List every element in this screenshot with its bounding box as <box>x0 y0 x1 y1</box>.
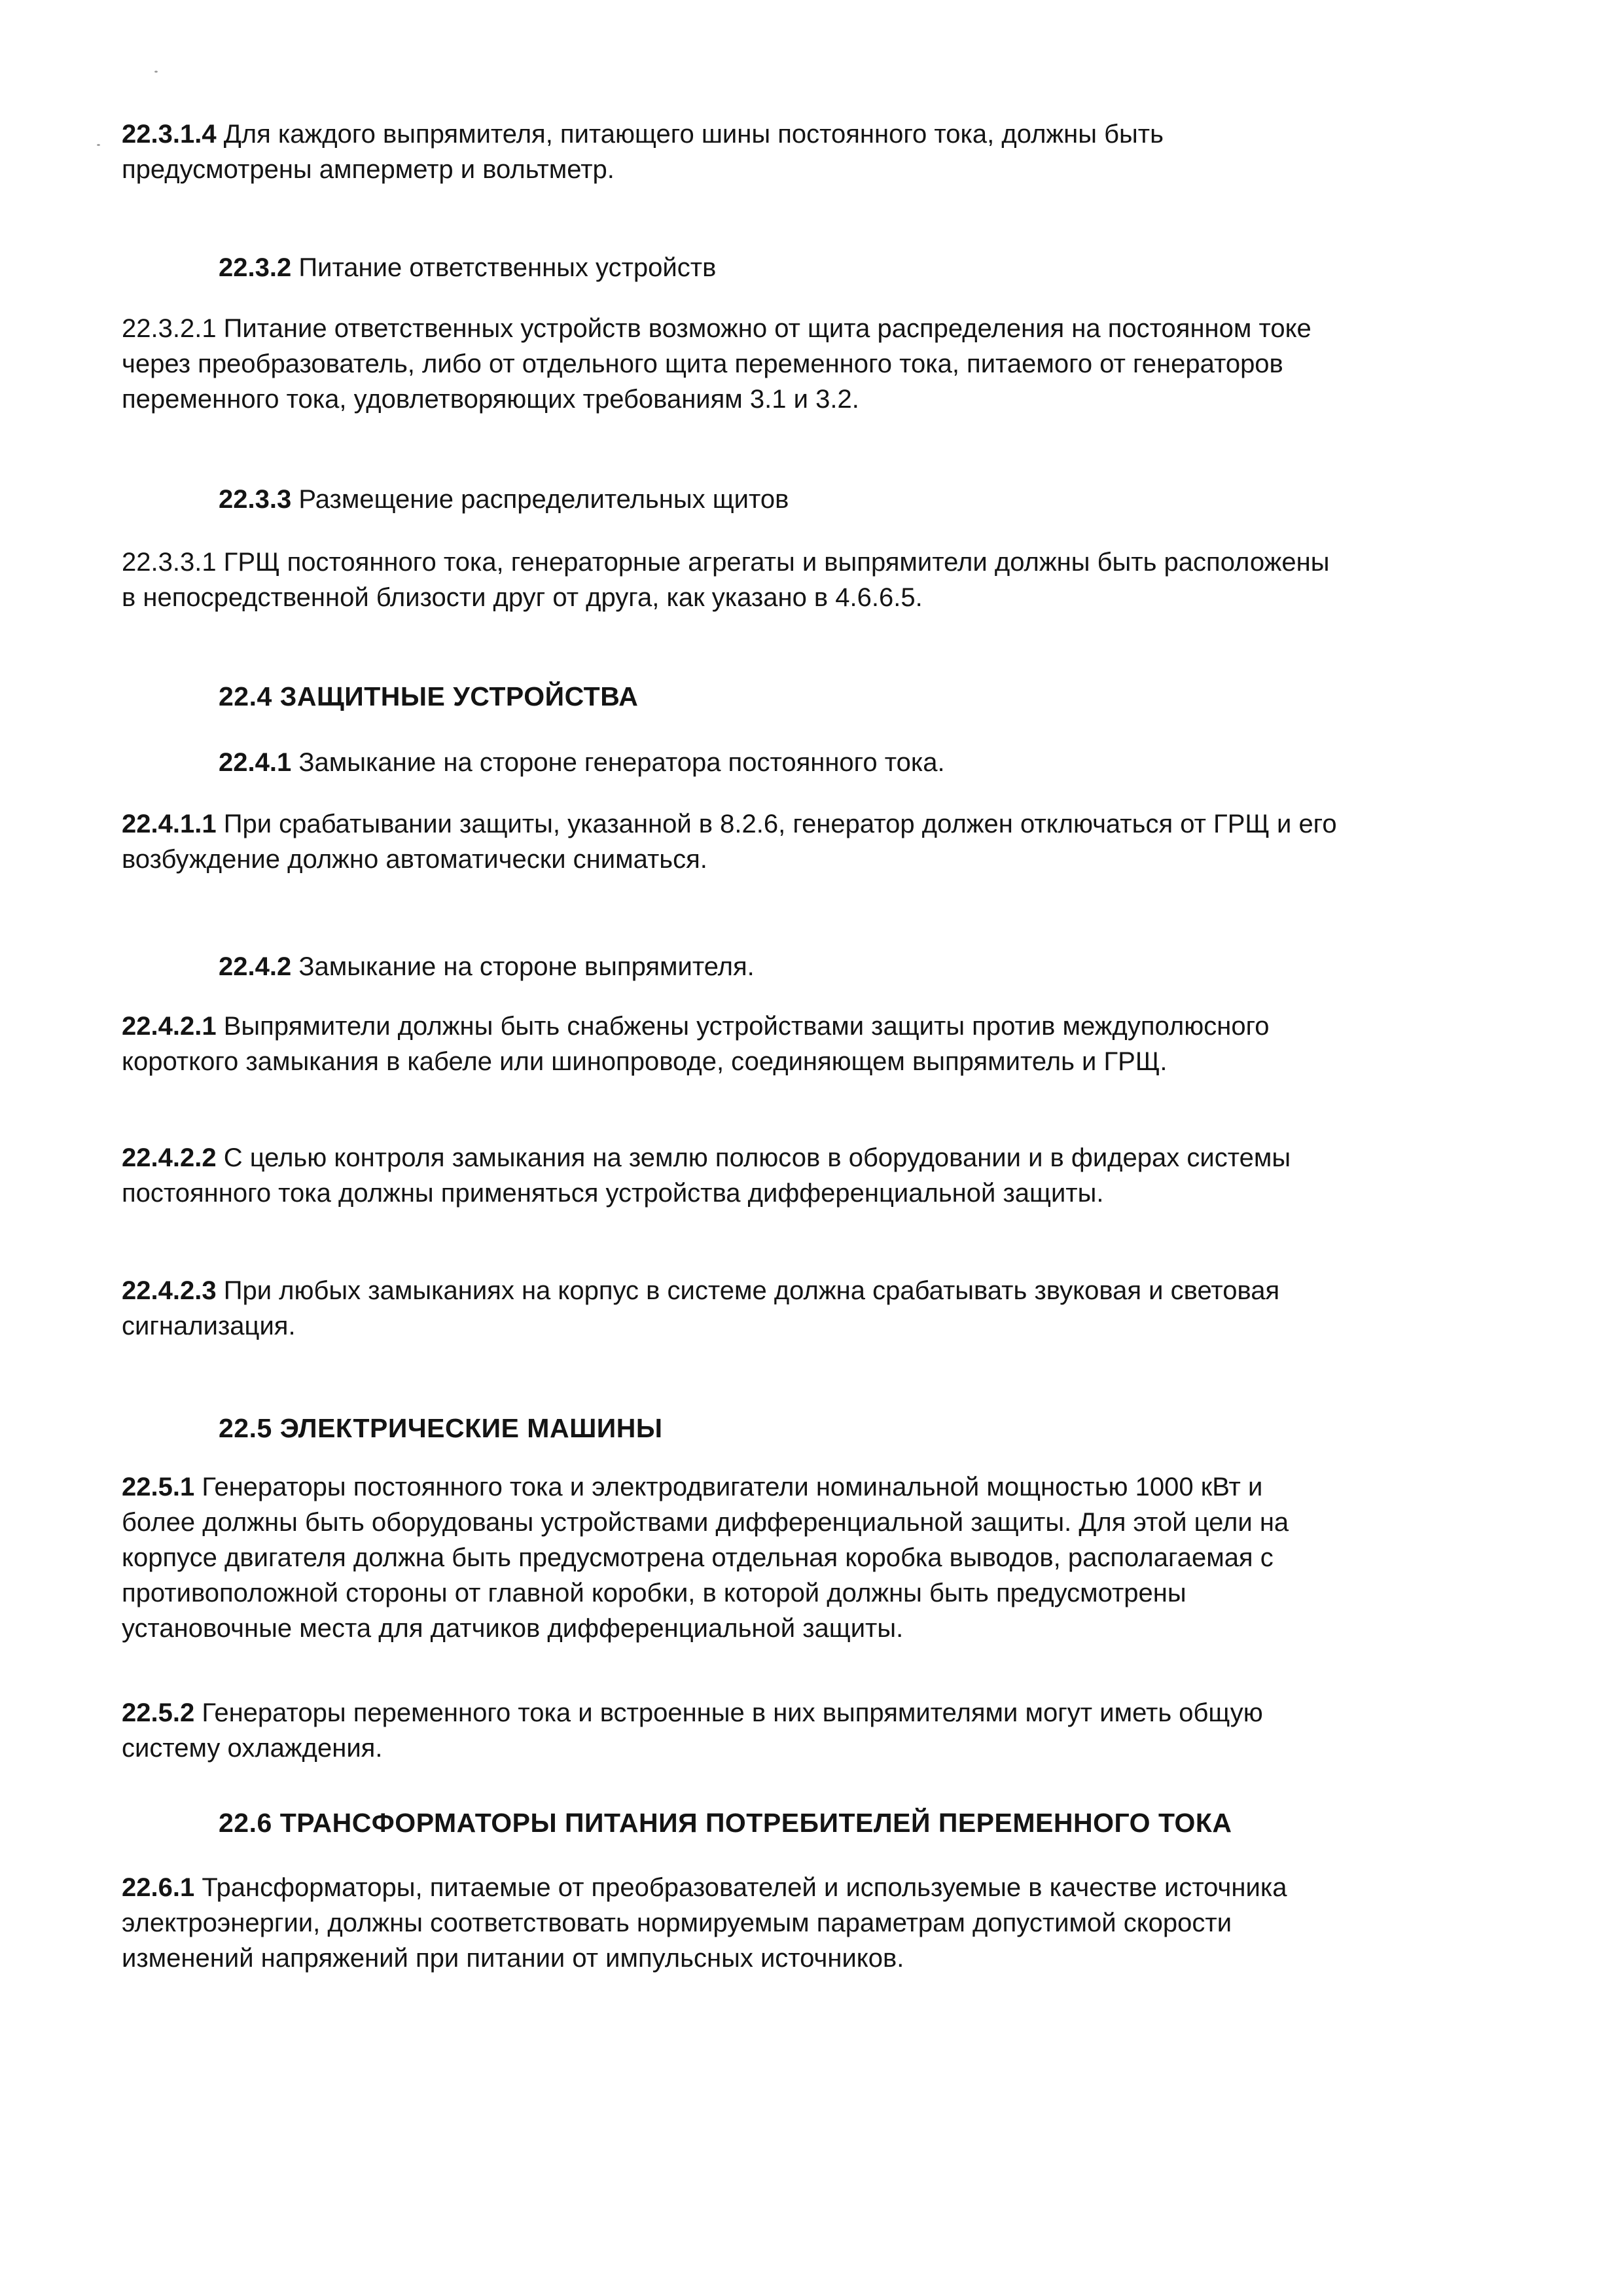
paragraph-line: изменений напряжений при питании от импульсных источников. <box>122 1944 904 1973</box>
subheading-22-4-1 <box>219 745 1527 780</box>
paragraph-line: переменного тока, удовлетворяющих требованиям 3.1 и 3.2. <box>122 385 859 414</box>
paragraph-line: короткого замыкания в кабеле или шинопроводе, соединяющем выпрямитель и ГРЩ. <box>122 1047 1168 1076</box>
paragraph-22-3-2-1 <box>122 311 1535 417</box>
paragraph-line: 22.3.3.1 ГРЩ постоянного тока, генераторные агрегаты и выпрямители должны быть расположены <box>122 548 1330 577</box>
scan-speck <box>97 144 100 146</box>
subheading-text: Питание ответственных устройств <box>298 253 717 282</box>
paragraph-22-4-1-1 <box>122 806 1535 877</box>
section-heading-22-5: 22.5 ЭЛЕКТРИЧЕСКИЕ МАШИНЫ <box>219 1413 663 1443</box>
subheading-22-3-3 <box>219 482 1527 517</box>
paragraph-line: через преобразователь, либо от отдельного щита переменного тока, питаемого от генераторов <box>122 350 1283 378</box>
paragraph-line: Генераторы переменного тока и встроенные в них выпрямителями могут иметь общую <box>202 1698 1263 1727</box>
subheading-text: Замыкание на стороне генератора постоянного тока. <box>298 748 945 777</box>
paragraph-22-5-1 <box>122 1469 1535 1646</box>
paragraph-line: Трансформаторы, питаемые от преобразователей и используемые в качестве источника <box>202 1873 1287 1902</box>
paragraph-line: При любых замыканиях на корпус в системе должна срабатывать звуковая и световая <box>223 1276 1280 1305</box>
paragraph-line: предусмотрены амперметр и вольтметр. <box>122 155 615 184</box>
paragraph-line: систему охлаждения. <box>122 1734 383 1763</box>
paragraph-22-6-1 <box>122 1870 1535 1976</box>
paragraph-line: возбуждение должно автоматически сниматься. <box>122 845 707 874</box>
paragraph-line: корпусе двигателя должна быть предусмотрена отдельная коробка выводов, располагаемая с <box>122 1543 1274 1572</box>
paragraph-line: постоянного тока должны применяться устройства дифференциальной защиты. <box>122 1179 1104 1208</box>
section-heading-22-4: 22.4 ЗАЩИТНЫЕ УСТРОЙСТВА <box>219 681 639 711</box>
paragraph-line: Для каждого выпрямителя, питающего шины постоянного тока, должны быть <box>223 120 1164 149</box>
subheading-number: 22.4.1 <box>219 748 292 777</box>
paragraph-line: электроэнергии, должны соответствовать нормируемым параметрам допустимой скорости <box>122 1909 1232 1937</box>
paragraph-number: 22.3.1.4 <box>122 120 217 149</box>
paragraph-number: 22.4.2.2 <box>122 1143 217 1172</box>
paragraph-22-3-1-4 <box>122 117 1535 187</box>
paragraph-number: 22.5.1 <box>122 1473 195 1501</box>
scan-speck <box>154 71 158 73</box>
paragraph-22-5-2 <box>122 1695 1535 1766</box>
paragraph-22-4-2-3 <box>122 1273 1535 1344</box>
paragraph-number: 22.4.2.3 <box>122 1276 217 1305</box>
subheading-22-3-2 <box>219 250 1527 285</box>
paragraph-line: в непосредственной близости друг от друга, как указано в 4.6.6.5. <box>122 583 923 612</box>
paragraph-number: 22.5.2 <box>122 1698 195 1727</box>
paragraph-line: установочные места для датчиков дифференциальной защиты. <box>122 1614 904 1643</box>
section-heading-22-6: 22.6 ТРАНСФОРМАТОРЫ ПИТАНИЯ ПОТРЕБИТЕЛЕЙ ПЕРЕМЕННОГО ТОКА <box>219 1808 1232 1838</box>
paragraph-22-4-2-2 <box>122 1140 1535 1211</box>
paragraph-22-4-2-1 <box>122 1009 1535 1079</box>
paragraph-number: 22.4.1.1 <box>122 810 217 838</box>
paragraph-line: С целью контроля замыкания на землю полюсов в оборудовании и в фидерах системы <box>223 1143 1291 1172</box>
paragraph-line: противоположной стороны от главной коробки, в которой должны быть предусмотрены <box>122 1579 1186 1607</box>
paragraph-line: сигнализация. <box>122 1312 296 1340</box>
subheading-number: 22.4.2 <box>219 952 292 981</box>
subheading-number: 22.3.3 <box>219 485 292 514</box>
paragraph-line: более должны быть оборудованы устройствами дифференциальной защиты. Для этой цели на <box>122 1508 1289 1537</box>
paragraph-22-3-3-1 <box>122 545 1535 615</box>
paragraph-line: 22.3.2.1 Питание ответственных устройств возможно от щита распределения на постоянном токе <box>122 314 1311 343</box>
paragraph-line: При срабатывании защиты, указанной в 8.2.6, генератор должен отключаться от ГРЩ и его <box>223 810 1337 838</box>
paragraph-line: Генераторы постоянного тока и электродвигатели номинальной мощностью 1000 кВт и <box>202 1473 1263 1501</box>
subheading-22-4-2 <box>219 949 1527 984</box>
subheading-number: 22.3.2 <box>219 253 292 282</box>
subheading-text: Размещение распределительных щитов <box>298 485 789 514</box>
paragraph-line: Выпрямители должны быть снабжены устройствами защиты против междуполюсного <box>223 1012 1270 1041</box>
paragraph-number: 22.4.2.1 <box>122 1012 217 1041</box>
subheading-text: Замыкание на стороне выпрямителя. <box>298 952 755 981</box>
paragraph-number: 22.6.1 <box>122 1873 195 1902</box>
